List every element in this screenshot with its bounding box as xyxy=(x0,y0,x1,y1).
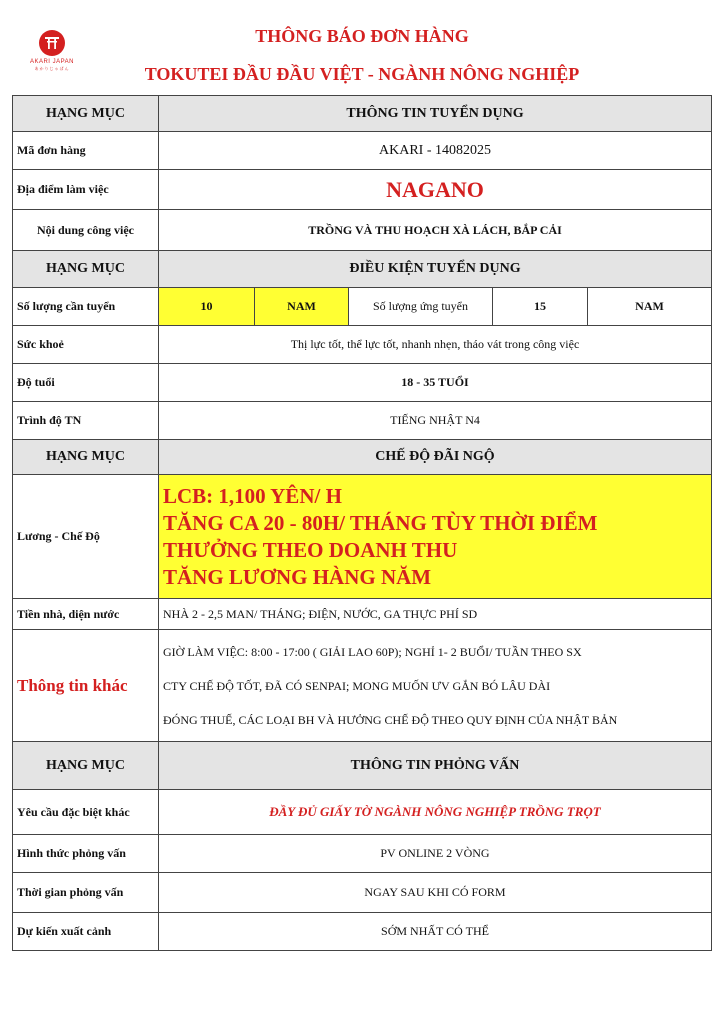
table-row xyxy=(13,913,712,951)
job-value: TRỒNG VÀ THU HOẠCH XÀ LÁCH, BẮP CẢI xyxy=(159,210,712,251)
table-row xyxy=(13,326,712,364)
age-label: Độ tuổi xyxy=(13,364,159,402)
location-label: Địa điểm làm việc xyxy=(13,170,159,210)
housing-value: NHÀ 2 - 2,5 MAN/ THÁNG; ĐIỆN, NƯỚC, GA THỰC PHÍ SD xyxy=(159,599,712,630)
salary-line: TĂNG CA 20 - 80H/ THÁNG TÙY THỜI ĐIỂM xyxy=(163,510,598,535)
table-row xyxy=(13,132,712,170)
section-left: HẠNG MỤC xyxy=(13,96,159,132)
interview-form-label: Hình thức phỏng vấn xyxy=(13,835,159,873)
table-row xyxy=(13,790,712,835)
table-row xyxy=(13,835,712,873)
quantity-count: 10 xyxy=(159,288,255,326)
section-left: HẠNG MỤC xyxy=(13,440,159,475)
interview-time-label: Thời gian phỏng vấn xyxy=(13,873,159,913)
applicants-count: 15 xyxy=(493,288,588,326)
special-label: Yêu cầu đặc biệt khác xyxy=(13,790,159,835)
section-right: ĐIỀU KIỆN TUYỂN DỤNG xyxy=(159,251,712,288)
applicants-label: Số lượng ứng tuyển xyxy=(349,288,493,326)
health-label: Sức khoẻ xyxy=(13,326,159,364)
order-code-value: AKARI - 14082025 xyxy=(159,132,712,170)
job-label: Nội dung công việc xyxy=(13,210,159,251)
section-right: CHẾ ĐỘ ĐÃI NGỘ xyxy=(159,440,712,475)
order-code-label: Mã đơn hàng xyxy=(13,132,159,170)
table-row xyxy=(13,599,712,630)
level-value: TIẾNG NHẬT N4 xyxy=(159,402,712,440)
page-title: THÔNG BÁO ĐƠN HÀNG xyxy=(255,26,469,46)
health-value: Thị lực tốt, thể lực tốt, nhanh nhẹn, tháo vát trong công việc xyxy=(159,326,712,364)
table-row xyxy=(13,210,712,251)
salary-label: Lương - Chế Độ xyxy=(13,475,159,599)
table-row xyxy=(13,288,712,326)
departure-value: SỚM NHẤT CÓ THỂ xyxy=(159,913,712,951)
other-label: Thông tin khác xyxy=(13,630,159,742)
special-value: ĐẦY ĐỦ GIẤY TỜ NGÀNH NÔNG NGHIỆP TRỒNG TRỌT xyxy=(159,790,712,835)
other-line: GIỜ LÀM VIỆC: 8:00 - 17:00 ( GIẢI LAO 60P); NGHỈ 1- 2 BUỔI/ TUẦN THEO SX xyxy=(163,644,582,659)
section-header-interview xyxy=(13,742,712,790)
section-header-conditions xyxy=(13,251,712,288)
logo-sub: あかりじゃぱん xyxy=(34,66,70,71)
housing-label: Tiền nhà, diện nước xyxy=(13,599,159,630)
other-line: ĐÓNG THUẾ, CÁC LOẠI BH VÀ HƯỞNG CHẾ ĐỘ THEO QUY ĐỊNH CỦA NHẬT BẢN xyxy=(163,712,618,727)
table-row xyxy=(13,475,712,599)
table-row xyxy=(13,402,712,440)
other-line: CTY CHẾ ĐỘ TỐT, ĐÃ CÓ SENPAI; MONG MUỐN ƯV GẮN BÓ LÂU DÀI xyxy=(163,678,551,693)
salary-line: LCB: 1,100 YÊN/ H xyxy=(163,483,342,508)
interview-form-value: PV ONLINE 2 VÒNG xyxy=(159,835,712,873)
section-header-recruitment xyxy=(13,96,712,132)
table-row xyxy=(13,873,712,913)
section-left: HẠNG MỤC xyxy=(13,742,159,790)
table-row xyxy=(13,630,712,742)
table-row xyxy=(13,364,712,402)
section-header-benefits xyxy=(13,440,712,475)
applicants-gender: NAM xyxy=(588,288,712,326)
salary-details xyxy=(159,475,712,599)
location-value: NAGANO xyxy=(159,170,712,210)
departure-label: Dự kiến xuất cảnh xyxy=(13,913,159,951)
other-details xyxy=(159,630,712,742)
quantity-label: Số lượng cần tuyển xyxy=(13,288,159,326)
salary-line: THƯỞNG THEO DOANH THU xyxy=(163,537,458,562)
age-value: 18 - 35 TUỔI xyxy=(159,364,712,402)
salary-line: TĂNG LƯƠNG HÀNG NĂM xyxy=(163,564,432,589)
order-table xyxy=(12,95,712,951)
page-subtitle: TOKUTEI ĐẦU ĐẦU VIỆT - NGÀNH NÔNG NGHIỆP xyxy=(144,64,580,84)
section-right: THÔNG TIN PHỎNG VẤN xyxy=(159,742,712,790)
section-left: HẠNG MỤC xyxy=(13,251,159,288)
table-row xyxy=(13,170,712,210)
logo-brand: AKARI JAPAN xyxy=(29,59,75,65)
level-label: Trình độ TN xyxy=(13,402,159,440)
quantity-gender: NAM xyxy=(255,288,349,326)
interview-time-value: NGAY SAU KHI CÓ FORM xyxy=(159,873,712,913)
section-right: THÔNG TIN TUYỂN DỤNG xyxy=(159,96,712,132)
